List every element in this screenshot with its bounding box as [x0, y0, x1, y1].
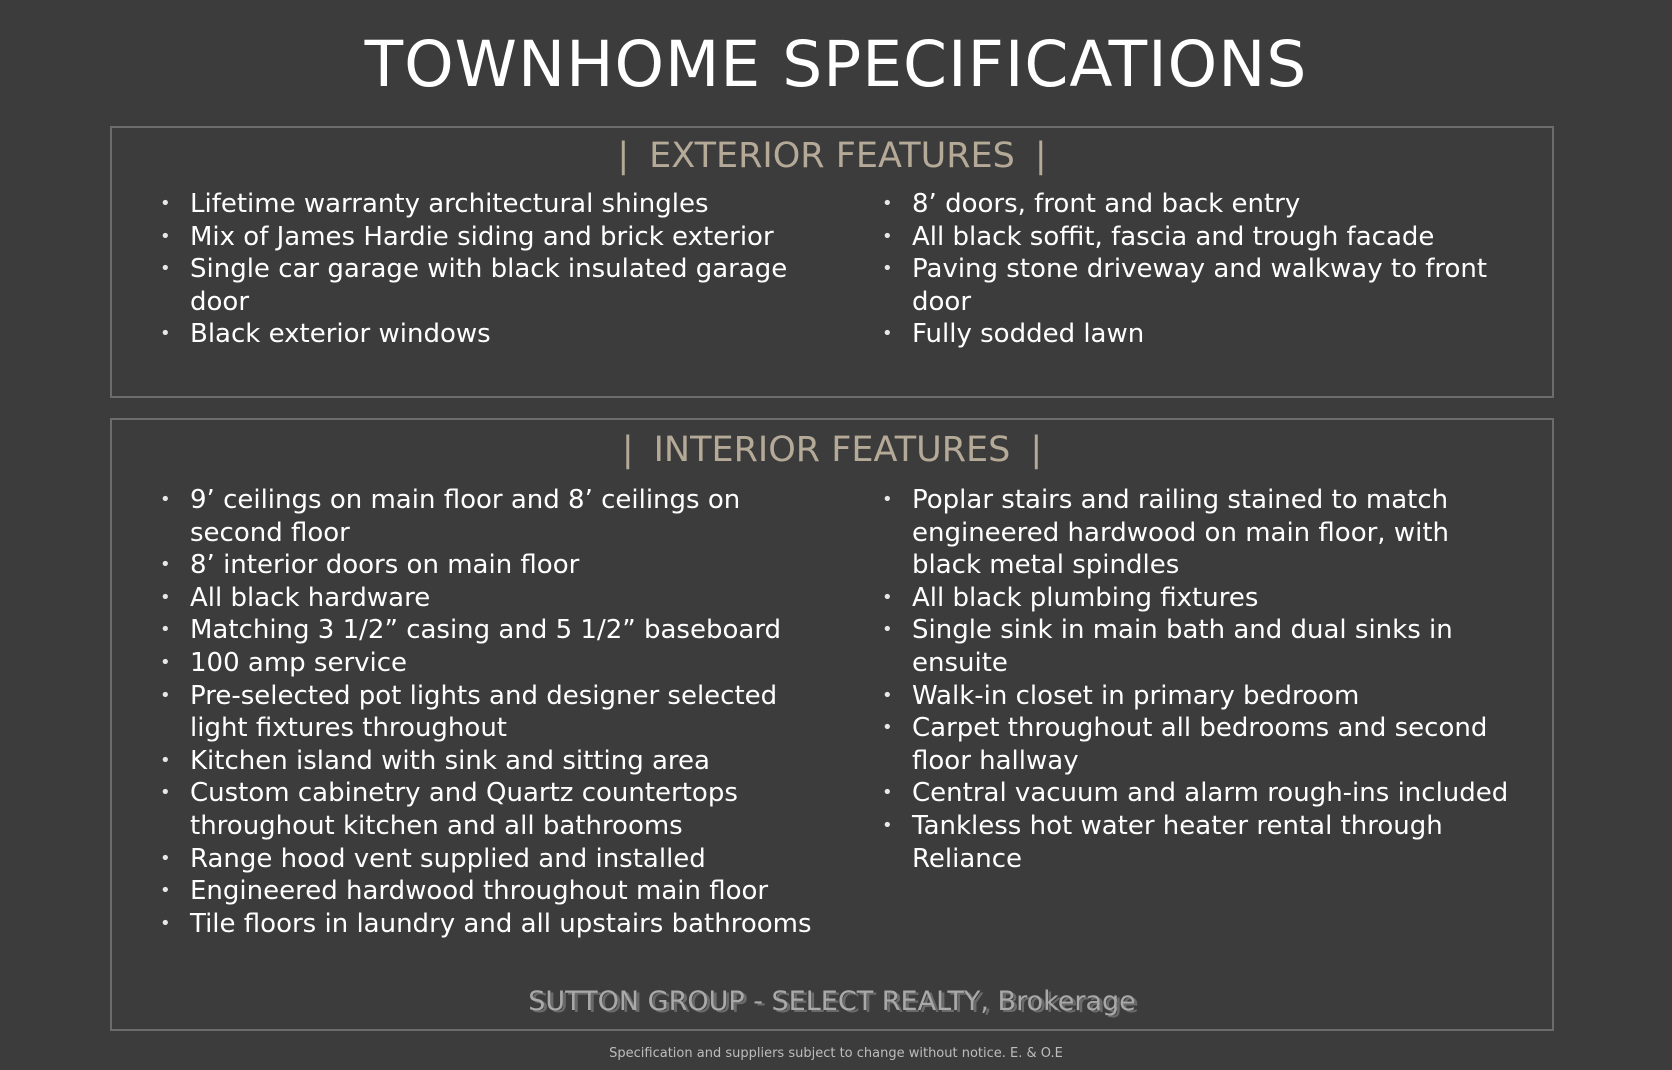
page-title: TOWNHOME SPECIFICATIONS [364, 28, 1308, 101]
list-item: • Poplar stairs and railing stained to match engineered hardwood on main floor, with black metal spindles [882, 484, 1522, 582]
exterior-features-list-right [882, 188, 1522, 351]
interior-features-list-right [882, 484, 1522, 875]
list-item: • 8’ doors, front and back entry [882, 188, 1522, 221]
list-item: • Walk-in closet in primary bedroom [882, 680, 1522, 713]
list-item: • Fully sodded lawn [882, 318, 1522, 351]
list-item: • Tile floors in laundry and all upstairs bathrooms [160, 908, 840, 941]
interior-features-heading [112, 430, 1552, 470]
heading-divider: | [1030, 430, 1043, 470]
list-item: • Single sink in main bath and dual sinks in ensuite [882, 614, 1522, 679]
list-item: • 9’ ceilings on main floor and 8’ ceilings on second floor [160, 484, 840, 549]
list-item: • 100 amp service [160, 647, 840, 680]
exterior-features-section [110, 126, 1554, 398]
exterior-heading-text: EXTERIOR FEATURES [649, 136, 1015, 176]
list-item: • All black plumbing fixtures [882, 582, 1522, 615]
list-item: • Single car garage with black insulated garage door [160, 253, 840, 318]
list-item: • Mix of James Hardie siding and brick exterior [160, 221, 840, 254]
exterior-features-list-left [160, 188, 840, 351]
list-item: • Black exterior windows [160, 318, 840, 351]
interior-features-list-left [160, 484, 840, 940]
heading-divider: | [621, 430, 634, 470]
list-item: • Carpet throughout all bedrooms and second floor hallway [882, 712, 1522, 777]
list-item: • All black soffit, fascia and trough facade [882, 221, 1522, 254]
list-item: • Paving stone driveway and walkway to front door [882, 253, 1522, 318]
list-item: • All black hardware [160, 582, 840, 615]
list-item: • Pre-selected pot lights and designer selected light fixtures throughout [160, 680, 840, 745]
heading-divider: | [1034, 136, 1047, 176]
disclaimer: Specification and suppliers subject to change without notice. E. & O.E [609, 1046, 1063, 1061]
list-item: • 8’ interior doors on main floor [160, 549, 840, 582]
heading-divider: | [617, 136, 630, 176]
list-item: • Matching 3 1/2” casing and 5 1/2” baseboard [160, 614, 840, 647]
interior-features-section [110, 418, 1554, 1031]
list-item: • Custom cabinetry and Quartz countertops throughout kitchen and all bathrooms [160, 777, 840, 842]
list-item: • Range hood vent supplied and installed [160, 843, 840, 876]
list-item: • Lifetime warranty architectural shingles [160, 188, 840, 221]
brokerage-watermark: SUTTON GROUP - SELECT REALTY, Brokerage [528, 986, 1136, 1017]
list-item: • Central vacuum and alarm rough-ins included [882, 777, 1522, 810]
list-item: • Engineered hardwood throughout main floor [160, 875, 840, 908]
list-item: • Kitchen island with sink and sitting area [160, 745, 840, 778]
interior-heading-text: INTERIOR FEATURES [653, 430, 1011, 470]
exterior-features-heading [112, 136, 1552, 176]
list-item: • Tankless hot water heater rental through Reliance [882, 810, 1522, 875]
